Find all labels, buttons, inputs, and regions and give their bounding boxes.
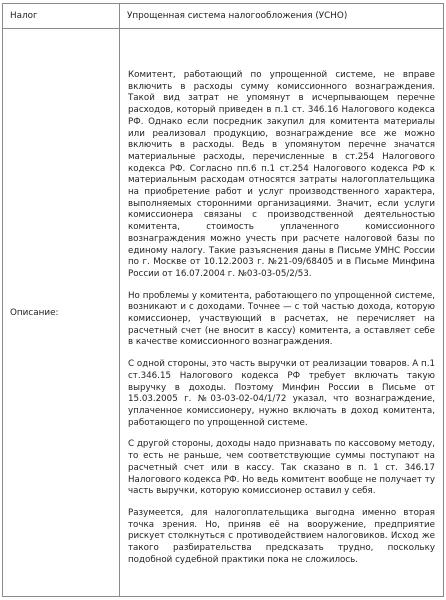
- row-label: Описание:: [10, 307, 59, 318]
- table-row: [3, 29, 444, 597]
- description-paragraph-3: С одной стороны, это часть выручки от реализации товаров. А п.1 ст.346.15 Налогового кодекса РФ требует включать такую выручку в доходы. Поэтому Минфин России в Письме от 15.03.2005 г. №03-03-02-04/1/72 указал, что вознаграждение, уплаченное комиссионеру, нужно включать в доход комитента, работающего по упрощенной системе.: [128, 359, 435, 428]
- header-label-system: Упрощенная система налогообложения (УСНО): [127, 11, 348, 21]
- description-cell: [120, 29, 444, 597]
- table-header-row: [3, 4, 444, 29]
- description-paragraph-1: Комитент, работающий по упрощенной системе, не вправе включить в расходы сумму комиссионного вознаграждения. Такой вид затрат не упомянут в исчерпывающем перечне расходов, который приведен в п.1 ст. 346.16 Налогового кодекса РФ. Однако если посредник закупил для комитента материалы или реализовал продукцию, вознаграждение все же можно включить в расходы. Ведь в упомянутом перечне значатся материальные расходы, перечисленные в ст.254 Налогового кодекса РФ. Согласно пп.6 п.1 ст.254 Налогового кодекса РФ к материальным расходам относятся затраты налогоплательщика на приобретение работ и услуг производственного характера, выполняемых сторонними организациями. Значит, если услуги комиссионера связаны с производственной деятельностью комитента, стоимость уплаченного комиссионного вознаграждения можно учесть при расчете налоговой базы по единому налогу. Такие разъяснения даны в Письме УМНС России по г. Москве от 10.12.2003 г. №21-09/68405 и в Письме Минфина России от 16.07.2004 г. №03-03-05/2/53.: [128, 70, 435, 279]
- description-paragraph-5: Разумеется, для налогоплательщика выгодна именно вторая точка зрения. Но, приняв её на вооружение, предприятие рискует столкнуться с противодействием налоговиков. Исход же такого разбирательства предсказать трудно, поскольку подобной судебной практики пока не сложилось.: [128, 507, 435, 565]
- description-paragraph-2: Но проблемы у комитента, работающего по упрощенной системе, возникают и с доходами. Точнее — с той частью дохода, которую комиссионер, участвующий в расчетах, не перечисляет на расчетный счет (не вносит в кассу) комитента, а оставляет себе в качестве комиссионного вознаграждения.: [128, 290, 435, 348]
- header-cell-tax: [3, 4, 120, 29]
- header-label-tax: Налог: [10, 11, 38, 21]
- description-paragraph-4: С другой стороны, доходы надо признавать по кассовому методу, то есть не раньше, чем соответствующие суммы поступают на расчетный счет или в кассу. Так сказано в п. 1 ст. 346.17 Налогового кодекса РФ. Но ведь комитент вообще не получает ту часть выручки, которую комиссионер оставил у себя.: [128, 439, 435, 497]
- header-cell-system: [120, 4, 444, 29]
- tax-table: [2, 3, 444, 597]
- row-label-cell: [3, 29, 120, 597]
